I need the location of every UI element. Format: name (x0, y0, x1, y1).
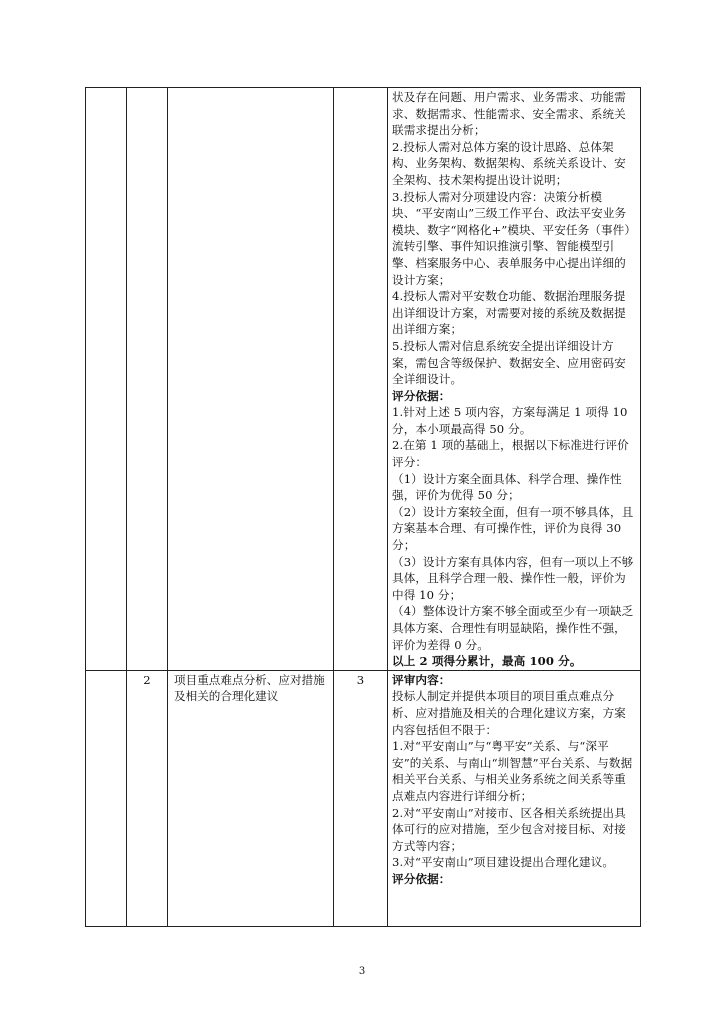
cell-index (127, 88, 168, 671)
item-title: 项目重点难点分析、应对措施及相关的合理化建议 (174, 672, 325, 704)
review-line: 1.对“平安南山”与“粤平安”关系、与“深平安”的关系、与南山“圳智慧”平台关系、与数据相关平台关系、与相关业务系统之间关系等重点难点内容进行详细分析； (392, 739, 633, 803)
cell-empty (86, 670, 127, 926)
review-line: 3.对“平安南山”项目建设提出合理化建议。 (392, 855, 615, 870)
eval-heading: 评分依据： (392, 388, 451, 403)
eval-line: （4）整体设计方案不够全面或至少有一项缺乏具体方案、合理性有明显缺陷，操作性不强，评价为差得 0 分。 (392, 604, 634, 652)
total-line: 以上 2 项得分累计，最高 100 分。 (392, 654, 582, 669)
cell-index (127, 670, 168, 926)
eval-line: 1.针对上述 5 项内容，方案每满足 1 项得 10 分，本小项最高得 50 分。 (392, 405, 628, 436)
content-line: 2.投标人需对总体方案的设计思路、总体架构、业务架构、数据架构、系统关系设计、安全架构、技术架构提出设计说明； (392, 139, 626, 187)
content-line: 3.投标人需对分项建设内容：决策分析模块、“平安南山”三级工作平台、政法平安业务模块、数字“网格化+”模块、平安任务（事件）流转引擎、事件知识推演引擎、智能模型引擎、档案服务中心、表单服务中心提出详细的设计方案； (392, 189, 631, 287)
eval-line: （2）设计方案较全面，但有一项不够具体，且方案基本合理、有可操作性，评价为良得 30 分； (392, 504, 634, 553)
item-score: 3 (356, 672, 365, 687)
content-line: 状及存在问题、用户需求、业务需求、功能需求、数据需求、性能需求、安全需求、系统关联需求提出分析； (392, 90, 626, 138)
review-line: 2.对“平安南山”对接市、区各相关系统提出具体可行的应对措施，至少包含对接目标、对接方式等内容； (392, 805, 626, 853)
cell-score (334, 88, 388, 671)
cell-score (334, 670, 388, 926)
cell-content (388, 670, 641, 926)
cell-content (388, 88, 641, 671)
review-heading: 评审内容： (392, 672, 451, 687)
content-line: 5.投标人需对信息系统安全提出详细设计方案，需包含等级保护、数据安全、应用密码安全详细设计。 (392, 338, 626, 387)
table-row (86, 670, 641, 926)
eval-line: （1）设计方案全面具体、科学合理、操作性强，评价为优得 50 分； (392, 471, 622, 503)
content-line: 4.投标人需对平安数仓功能、数据治理服务提出详细设计方案，对需要对接的系统及数据提出详细方案； (392, 289, 626, 337)
evaluation-table (85, 87, 641, 927)
page-number: 3 (358, 966, 366, 977)
eval-line: （3）设计方案有具体内容，但有一项以上不够具体，且科学合理一般、操作性一般，评价为中得 10 分； (392, 554, 634, 602)
eval-heading: 评分依据： (392, 871, 451, 886)
cell-empty (86, 88, 127, 671)
cell-item (168, 88, 334, 671)
cell-item (168, 670, 334, 926)
row-index: 2 (143, 672, 151, 687)
eval-line: 2.在第 1 项的基础上，根据以下标准进行评价评分： (392, 438, 629, 470)
table-row (86, 88, 641, 671)
review-line: 投标人制定并提供本项目的项目重点难点分析、应对措施及相关的合理化建议方案，方案内容包括但不限于： (392, 689, 626, 737)
